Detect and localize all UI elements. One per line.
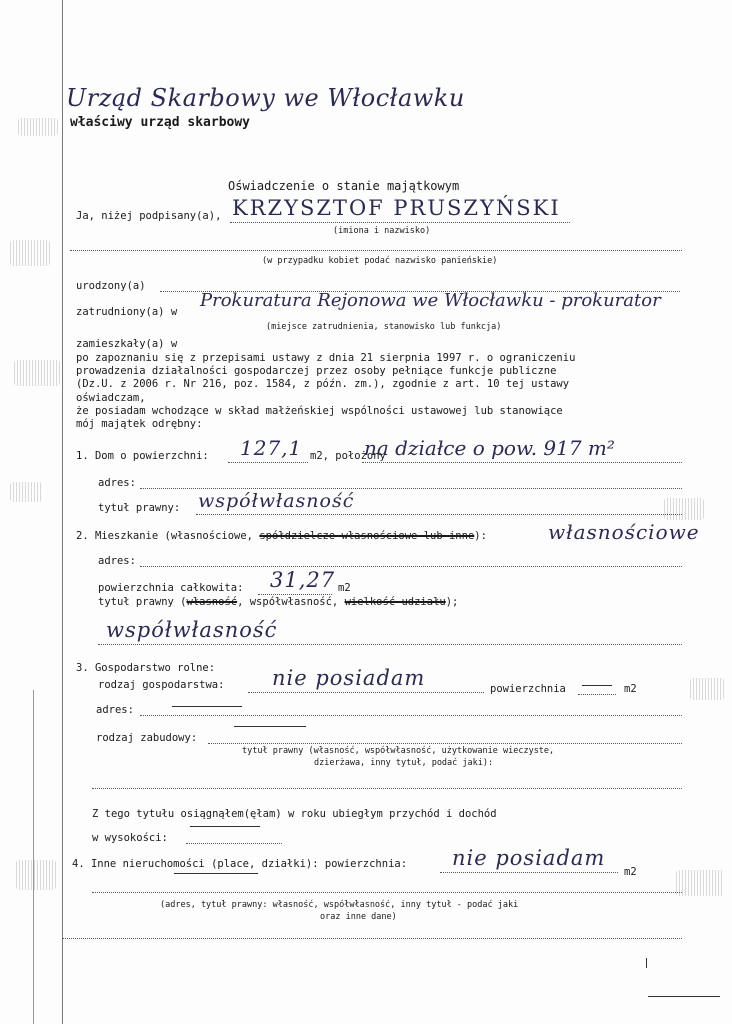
scan-noise [18, 118, 58, 136]
farm-label: 3. Gospodarstwo rolne: [76, 662, 216, 674]
intro-line: (Dz.U. z 2006 r. Nr 216, poz. 1584, z późn. zm.), zgodnie z art. 10 tej ustawy [76, 378, 570, 391]
house-location-line [362, 462, 682, 463]
farm-address-label: adres: [96, 704, 134, 716]
farm-kind-value: nie posiadam [272, 666, 426, 690]
other-property-line-2 [62, 938, 682, 939]
house-label: 1. Dom o powierzchni: [76, 450, 209, 462]
name-line [230, 222, 570, 223]
house-area-line [228, 462, 308, 463]
farm-title-line [92, 788, 682, 789]
bottom-mark [646, 958, 647, 968]
farm-income-label: Z tego tytułu osiągnąłem(ęłam) w roku ubiegłym przychód i dochód [92, 808, 497, 820]
farm-area-label: powierzchnia [490, 683, 566, 695]
house-address-label: adres: [98, 477, 136, 489]
intro-line: po zapoznaniu się z przepisami ustawy z dnia 21 sierpnia 1997 r. o ograniczeniu [76, 352, 576, 364]
farm-buildings-label: rodzaj zabudowy: [96, 732, 198, 744]
farm-amount-label: w wysokości: [92, 832, 168, 844]
residence-label: zamieszkały(a) w [76, 338, 178, 350]
document-title: Oświadczenie o stanie majątkowym [228, 179, 460, 193]
scan-noise [690, 678, 724, 700]
flat-label [76, 530, 487, 542]
intro-line: mój majątek odrębny: [76, 418, 203, 431]
other-property-caption-1: (adres, tytuł prawny: własność, współwłasność, inny tytuł - podać jaki [160, 900, 519, 910]
scan-noise [16, 860, 56, 890]
flat-label-suffix: ): [474, 530, 487, 542]
flat-title-mid: , współwłasność, [237, 596, 339, 608]
farm-kind-label: rodzaj gospodarstwa: [98, 679, 225, 691]
flat-title-prefix: tytuł prawny ( [98, 596, 187, 608]
flat-address-label: adres: [98, 555, 136, 567]
employed-label: zatrudniony(a) w [76, 306, 178, 318]
farm-buildings-line [208, 743, 682, 744]
left-margin-line-2 [33, 690, 34, 1024]
farm-amount-dash [190, 826, 260, 827]
flat-label-prefix: 2. Mieszkanie (własnościowe, [76, 530, 254, 542]
house-title-line [196, 514, 682, 515]
house-title-label: tytuł prawny: [98, 502, 181, 514]
scan-noise [14, 360, 60, 386]
house-location: na działce o pow. 917 m² [364, 436, 615, 460]
declarant-label: Ja, niżej podpisany(a), [76, 210, 222, 222]
intro-line: oświadczam, [76, 391, 146, 404]
other-property-line [92, 892, 682, 893]
declarant-name: KRZYSZTOF PRUSZYŃSKI [232, 196, 561, 220]
flat-title-suffix: ); [445, 596, 459, 608]
other-property-value-line [440, 872, 618, 873]
scan-noise [676, 870, 724, 896]
farm-kind-line [248, 692, 484, 693]
flat-label-struck: spółdzielcze własnościowe lub inne [259, 530, 475, 542]
scan-noise [10, 482, 42, 502]
flat-address-line [140, 566, 682, 567]
flat-type-value: własnościowe [548, 520, 700, 544]
employer-handwritten: Prokuratura Rejonowa we Włocławku - prokurator [200, 290, 661, 311]
office-caption: właściwy urząd skarbowy [70, 115, 251, 130]
name-caption: (imiona i nazwisko) [333, 226, 431, 236]
intro-line: prowadzenia działalności gospodarczej przez osoby pełniące funkcje publiczne [76, 365, 557, 378]
scan-noise [10, 240, 50, 266]
flat-title-struck-1: własność [186, 596, 238, 608]
intro-line: że posiadam wchodzące w skład małżeńskiej wspólności ustawowej lub stanowiące [76, 404, 563, 417]
office-handwritten: Urząd Skarbowy we Włocławku [66, 84, 465, 112]
employer-caption: (miejsce zatrudnienia, stanowisko lub funkcja) [266, 322, 502, 332]
house-area: 127,1 [240, 436, 303, 460]
farm-title-caption-2: dzierżawa, inny tytuł, podać jaki): [314, 758, 494, 768]
other-property-caption-2: oraz inne dane) [320, 912, 397, 922]
farm-address-dash [172, 706, 242, 707]
flat-area-line [258, 594, 332, 595]
born-label: urodzony(a) [76, 280, 146, 292]
farm-address-line [140, 715, 682, 716]
flat-title-struck-2: wielkość udziału [344, 596, 446, 608]
flat-title-label [98, 596, 458, 608]
maiden-name-line [70, 250, 682, 251]
other-property-dash [174, 873, 258, 874]
bottom-stroke [648, 996, 720, 997]
flat-area-unit: m2 [338, 582, 351, 594]
maiden-caption: (w przypadku kobiet podać nazwisko panieńskie) [262, 256, 498, 266]
house-title-value: współwłasność [198, 490, 355, 512]
farm-title-caption-1: tytuł prawny (własność, współwłasność, użytkowanie wieczyste, [242, 746, 555, 756]
farm-area-dash [582, 685, 612, 686]
flat-area: 31,27 [270, 568, 336, 592]
other-property-unit: m2 [624, 866, 637, 878]
farm-area-line [578, 694, 616, 695]
house-unit-located: m2, położony [310, 450, 386, 462]
other-property-value: nie posiadam [452, 846, 606, 870]
house-address-line [140, 488, 682, 489]
intro-block [76, 352, 575, 431]
other-property-label: 4. Inne nieruchomości (place, działki): powierzchnia: [72, 858, 408, 870]
left-margin-line [62, 0, 63, 1024]
flat-area-label: powierzchnia całkowita: [98, 582, 244, 594]
scan-noise [664, 498, 704, 520]
flat-title-line [98, 644, 682, 645]
flat-title-value: współwłasność [106, 618, 278, 642]
farm-amount-line [186, 843, 282, 844]
farm-area-unit: m2 [624, 683, 637, 695]
farm-buildings-dash [234, 726, 306, 727]
